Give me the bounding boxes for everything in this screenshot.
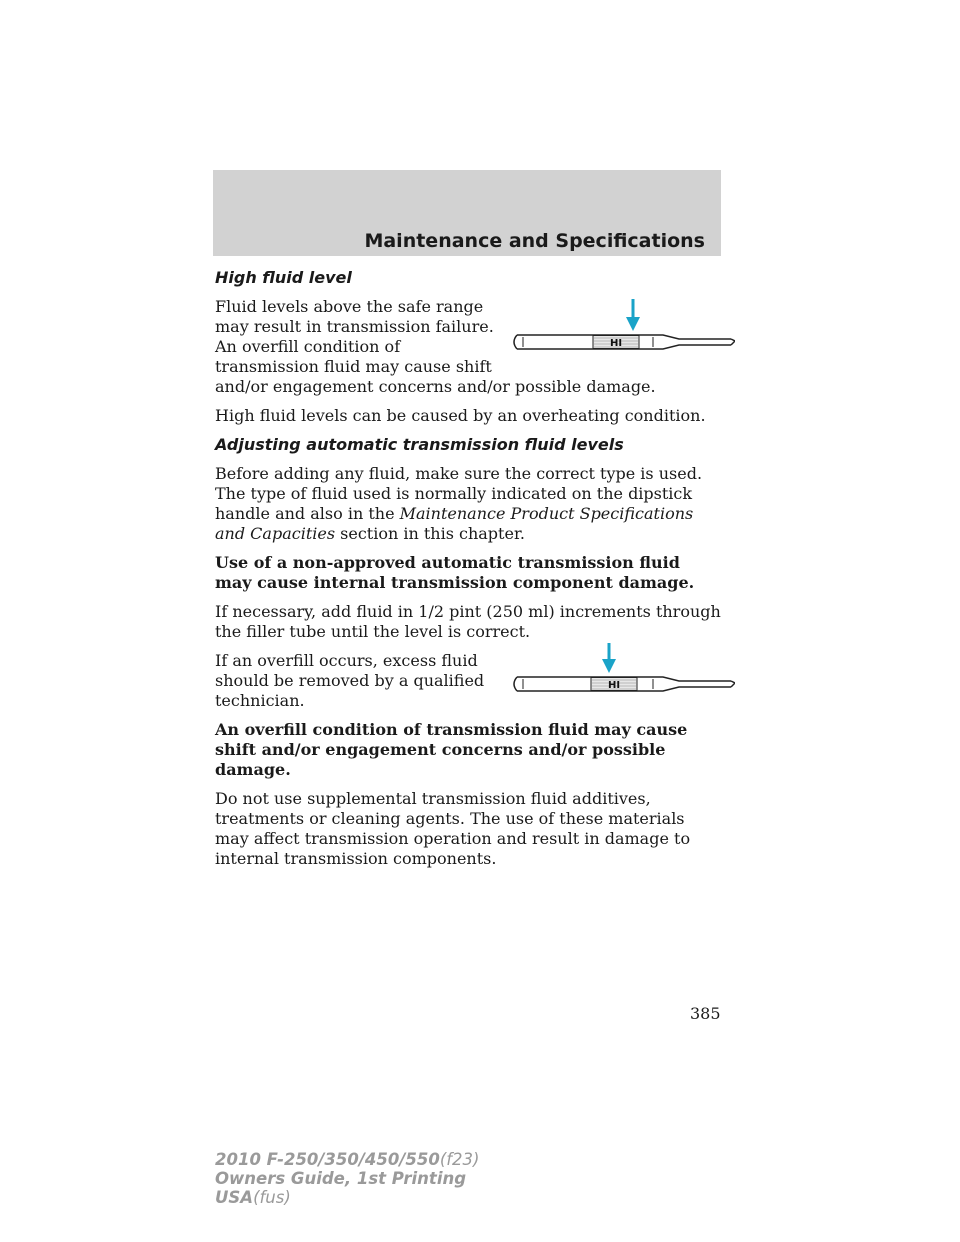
dipstick-figure-overfill: [503, 637, 735, 701]
level-arrow-head-2: [602, 659, 616, 673]
footer-model: 2010 F-250/350/450/550: [215, 1150, 440, 1169]
page-number: 385: [690, 1004, 721, 1023]
footer-market: USA: [215, 1188, 254, 1207]
document-footer: [215, 1150, 480, 1207]
adjusting-paragraph-2: If necessary, add fluid in 1/2 pint (250 ml) increments through the filler tube until the level is correct.: [215, 602, 721, 641]
warning-non-approved-fluid: Use of a non-approved automatic transmission fluid may cause internal transmission component damage.: [215, 553, 695, 592]
adjusting-paragraph-1-text: Before adding any fluid, make sure the correct type is used. The type of fluid used is normally indicated on the dipstick handle and also in the: [215, 464, 703, 523]
dipstick-figure-high: [503, 297, 735, 369]
adjusting-paragraph-3: If an overfill occurs, excess fluid should be removed by a qualified technician.: [215, 651, 485, 710]
dipstick-hi-label-2: HI: [607, 680, 621, 691]
footer-edition: Owners Guide, 1st Printing: [215, 1169, 467, 1188]
level-arrow-head: [626, 317, 640, 331]
high-fluid-paragraph-1: Fluid levels above the safe range may result in transmission failure. An overfill condition of transmission fluid may cause shift and/or engagement concerns and/or possible damage.: [215, 297, 656, 396]
warning-overfill: An overfill condition of transmission fluid may cause shift and/or engagement concerns and/or possible damage.: [215, 720, 688, 779]
footer-market-code: (fus): [253, 1188, 291, 1207]
adjusting-paragraph-1-end: section in this chapter.: [335, 524, 525, 543]
section-title: Maintenance and Specifications: [364, 230, 705, 252]
footer-model-code: (f23): [439, 1150, 480, 1169]
heading-adjusting-fluid-levels: Adjusting automatic transmission fluid levels: [215, 435, 624, 454]
dipstick-overfill-illustration: [503, 637, 735, 701]
high-fluid-paragraph-2: High fluid levels can be caused by an overheating condition.: [215, 406, 706, 425]
section-header-band: [213, 170, 721, 256]
adjusting-paragraph-4: Do not use supplemental transmission fluid additives, treatments or cleaning agents. The use of these materials may affect transmission operation and result in damage to internal transmission components.: [215, 789, 691, 868]
dipstick-high-illustration: [503, 297, 735, 369]
adjusting-paragraph-1: [215, 464, 721, 544]
maintenance-specs-reference: Maintenance Product Specifications and Capacities: [215, 504, 694, 543]
heading-high-fluid-level: High fluid level: [215, 268, 352, 287]
page-content: [215, 268, 721, 878]
dipstick-hi-label: HI: [609, 338, 623, 349]
